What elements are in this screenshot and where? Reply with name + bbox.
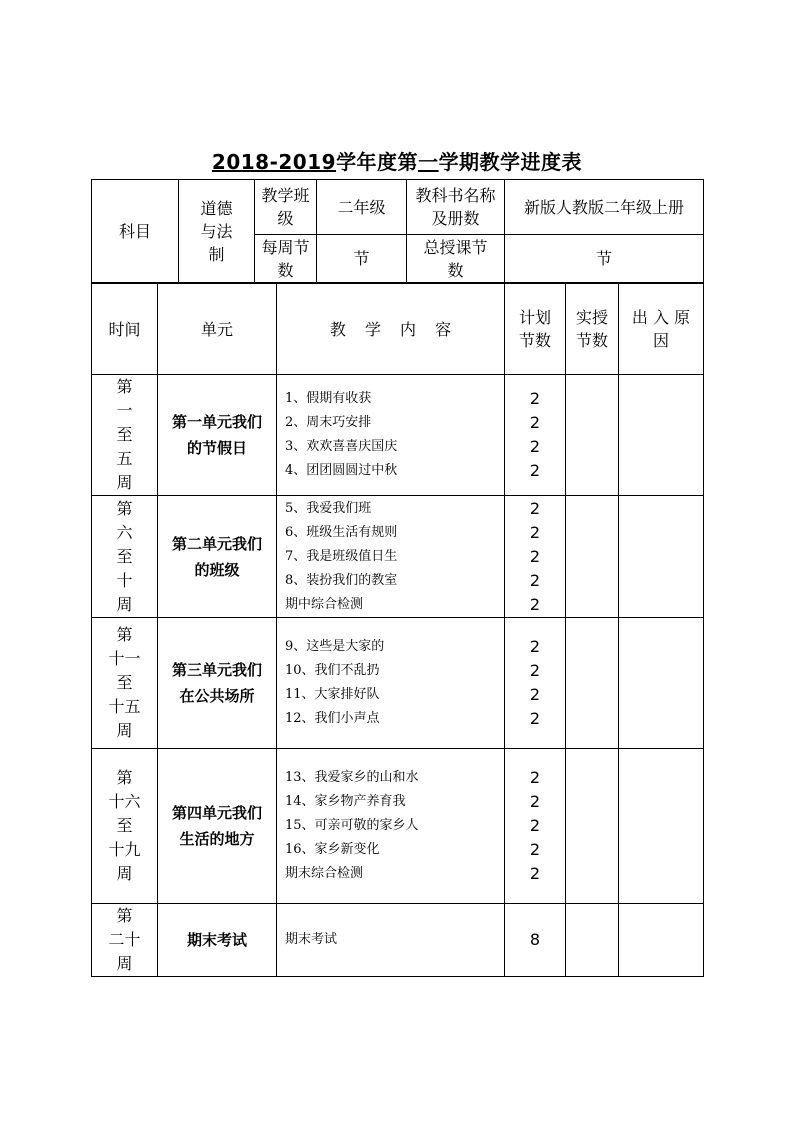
week-range: 第 十一 至 十五 周 — [92, 618, 158, 749]
lesson-item: 11、大家排好队 — [285, 687, 380, 702]
week-range: 第 六 至 十 周 — [92, 496, 158, 618]
unit-name: 第四单元我们生活的地方 — [158, 749, 277, 904]
week-range: 第 一 至 五 周 — [92, 375, 158, 496]
lesson-item: 1、假期有收获 — [285, 391, 372, 406]
reason-cell — [619, 618, 704, 749]
lesson-item: 9、这些是大家的 — [285, 639, 385, 654]
actual-periods — [566, 904, 619, 977]
lesson-item: 5、我爱我们班 — [285, 500, 372, 516]
week-range: 第 二十 周 — [92, 904, 158, 977]
table-row — [92, 496, 704, 618]
lesson-list — [277, 904, 505, 977]
reason-cell — [619, 749, 704, 904]
col-reason: 出 入 原 因 — [619, 284, 704, 375]
lesson-item: 6、班级生活有规则 — [285, 524, 398, 540]
unit-name: 第三单元我们在公共场所 — [158, 618, 277, 749]
lesson-item: 16、家乡新变化 — [285, 842, 380, 857]
week-range: 第 十六 至 十九 周 — [92, 749, 158, 904]
title-term: 一 — [418, 150, 439, 174]
lesson-item: 13、我爱家乡的山和水 — [285, 770, 419, 785]
planned-periods: 2 2 2 2 — [505, 375, 566, 496]
lesson-item: 14、家乡物产养育我 — [285, 794, 406, 809]
unit-name: 期末考试 — [158, 904, 277, 977]
col-unit: 单元 — [158, 284, 277, 375]
title-part1: 学年度第 — [336, 150, 419, 174]
lesson-item: 8、装扮我们的教室 — [285, 572, 398, 588]
unit-name: 第二单元我们的班级 — [158, 496, 277, 618]
weekly-label: 每周节数 — [255, 235, 317, 283]
subject-value: 道德与法制 — [179, 180, 255, 283]
col-planned: 计划节数 — [505, 284, 566, 375]
col-content: 教 学 内 容 — [277, 284, 505, 375]
column-header-row — [92, 284, 704, 375]
lesson-item: 12、我们小声点 — [285, 711, 380, 726]
book-value: 新版人教版二年级上册 — [505, 180, 704, 235]
page-title — [0, 146, 794, 175]
table-row — [92, 375, 704, 496]
info-table — [91, 179, 704, 283]
weekly-value: 节 — [317, 235, 407, 283]
actual-periods — [566, 496, 619, 618]
actual-periods — [566, 375, 619, 496]
class-label: 教学班级 — [255, 180, 317, 235]
unit-name: 第一单元我们的节假日 — [158, 375, 277, 496]
lesson-item: 期末考试 — [285, 932, 338, 947]
lesson-item: 7、我是班级值日生 — [285, 548, 398, 564]
reason-cell — [619, 496, 704, 618]
lesson-list — [277, 375, 505, 496]
planned-periods: 8 — [505, 904, 566, 977]
table-row — [92, 904, 704, 977]
actual-periods — [566, 749, 619, 904]
col-actual: 实授节数 — [566, 284, 619, 375]
lesson-item: 15、可亲可敬的家乡人 — [285, 818, 419, 833]
lesson-item: 10、我们不乱扔 — [285, 663, 380, 678]
lesson-list — [277, 618, 505, 749]
table-row — [92, 749, 704, 904]
lesson-item: 2、周末巧安排 — [285, 415, 372, 430]
schedule-table — [91, 283, 704, 977]
actual-periods — [566, 618, 619, 749]
lesson-item: 期末综合检测 — [285, 866, 364, 881]
lesson-item: 期中综合检测 — [285, 596, 364, 612]
lesson-item: 3、欢欢喜喜庆国庆 — [285, 439, 398, 454]
class-value: 二年级 — [317, 180, 407, 235]
planned-periods: 2 2 2 2 2 — [505, 749, 566, 904]
lesson-item: 4、团团圆圆过中秋 — [285, 463, 398, 478]
title-part2: 学期教学进度表 — [438, 150, 583, 174]
planned-periods: 2 2 2 2 2 — [505, 496, 566, 618]
planned-periods: 2 2 2 2 — [505, 618, 566, 749]
reason-cell — [619, 375, 704, 496]
reason-cell — [619, 904, 704, 977]
col-time: 时间 — [92, 284, 158, 375]
total-label: 总授课节数 — [407, 235, 505, 283]
subject-label: 科目 — [92, 180, 179, 283]
lesson-list — [277, 496, 505, 618]
book-label: 教科书名称及册数 — [407, 180, 505, 235]
title-year: 2018-2019 — [211, 150, 337, 174]
lesson-list — [277, 749, 505, 904]
total-value: 节 — [505, 235, 704, 283]
table-row — [92, 618, 704, 749]
